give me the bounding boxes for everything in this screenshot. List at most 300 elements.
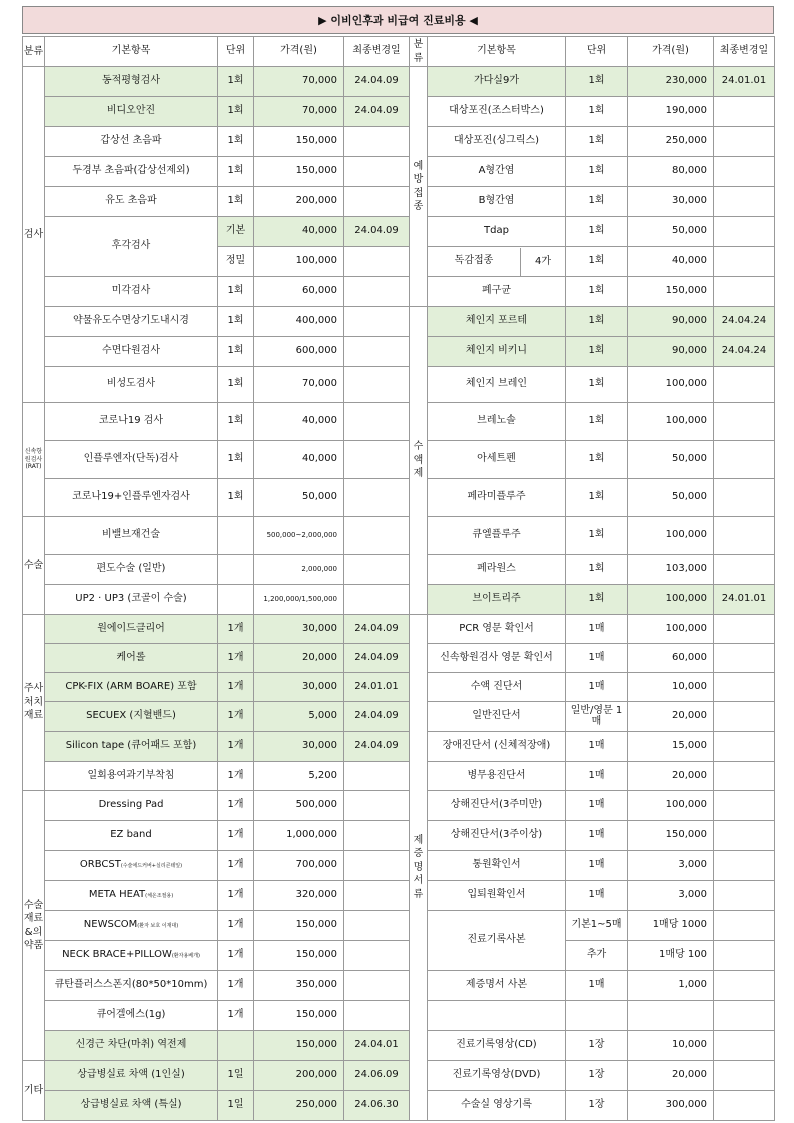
item-date: [714, 732, 775, 762]
item-price: 20,000: [254, 644, 344, 673]
item-price: 320,000: [254, 881, 344, 911]
item-name: 미각검사: [45, 277, 218, 307]
item-unit: 1개: [218, 673, 254, 702]
item-price: 400,000: [254, 307, 344, 337]
item-unit: 1장: [566, 1031, 628, 1061]
item-name: 대상포진(조스터박스): [428, 97, 566, 127]
table-row: [23, 441, 775, 479]
item-date: 24.04.24: [714, 307, 775, 337]
item-price: 30,000: [254, 673, 344, 702]
item-date: [344, 187, 410, 217]
table-row: [23, 277, 775, 307]
item-name: 페라원스: [428, 555, 566, 585]
item-name: [45, 911, 218, 941]
item-unit: 1회: [218, 479, 254, 517]
item-date: [714, 403, 775, 441]
item-date: 24.06.30: [344, 1091, 410, 1121]
item-name: 큐엘플루주: [428, 517, 566, 555]
item-date: [714, 941, 775, 971]
item-name: 케어롤: [45, 644, 218, 673]
item-unit: 1장: [566, 1091, 628, 1121]
item-date: 24.01.01: [714, 67, 775, 97]
item-price: 100,000: [628, 791, 714, 821]
category-certificates: 제증명서류: [410, 615, 428, 1121]
item-name: 장애진단서 (신체적장애): [428, 732, 566, 762]
item-price: 1,000: [628, 971, 714, 1001]
item-price: 150,000: [254, 157, 344, 187]
item-price: 70,000: [254, 97, 344, 127]
item-unit: 1매: [566, 732, 628, 762]
item-price: 250,000: [254, 1091, 344, 1121]
item-date: [714, 555, 775, 585]
item-date: 24.04.09: [344, 217, 410, 247]
item-unit: 기본1~5매: [566, 911, 628, 941]
item-price: 20,000: [628, 762, 714, 791]
item-date: [714, 1001, 775, 1031]
table-row: [23, 187, 775, 217]
item-date: [344, 1001, 410, 1031]
item-price: 90,000: [628, 337, 714, 367]
header-date: 최종변경일: [344, 37, 410, 67]
item-price: 300,000: [628, 1091, 714, 1121]
table-row: [23, 67, 775, 97]
item-price: 103,000: [628, 555, 714, 585]
item-name: 체인지 브레인: [428, 367, 566, 403]
item-name: 진료기록영상(CD): [428, 1031, 566, 1061]
item-unit: 1회: [218, 187, 254, 217]
item-unit: 1매: [566, 851, 628, 881]
item-name: 비성도검사: [45, 367, 218, 403]
item-unit: [566, 1001, 628, 1031]
item-name: 두경부 초음파(갑상선제외): [45, 157, 218, 187]
item-price: 90,000: [628, 307, 714, 337]
item-price: 1매당 100: [628, 941, 714, 971]
item-unit: 1회: [566, 277, 628, 307]
item-unit: [218, 1031, 254, 1061]
item-unit: 1매: [566, 615, 628, 644]
item-unit: 추가: [566, 941, 628, 971]
item-unit: [218, 555, 254, 585]
item-date: [714, 1061, 775, 1091]
item-name: UP2 · UP3 (코골이 수술): [45, 585, 218, 615]
item-price: 20,000: [628, 702, 714, 732]
item-price: 100,000: [628, 615, 714, 644]
item-price: 40,000: [254, 403, 344, 441]
item-date: [344, 762, 410, 791]
item-price: 100,000: [628, 403, 714, 441]
item-date: [714, 1091, 775, 1121]
table-row: [23, 851, 775, 881]
item-price: 200,000: [254, 1061, 344, 1091]
item-price: 150,000: [254, 941, 344, 971]
table-row: [23, 702, 775, 732]
item-date: [714, 97, 775, 127]
table-row: [23, 403, 775, 441]
category-etc: 기타: [23, 1061, 45, 1121]
item-price: 5,200: [254, 762, 344, 791]
item-name: Silicon tape (큐어패드 포함): [45, 732, 218, 762]
item-name: 신속항원검사 영문 확인서: [428, 644, 566, 673]
item-name: 신경근 차단(마취) 역전제: [45, 1031, 218, 1061]
item-date: 24.06.09: [344, 1061, 410, 1091]
item-name: 브이트리주: [428, 585, 566, 615]
item-price: 5,000: [254, 702, 344, 732]
item-date: 24.04.24: [714, 337, 775, 367]
item-price: 1,200,000/1,500,000: [254, 585, 344, 615]
table-row: [23, 644, 775, 673]
table-row: [23, 1091, 775, 1121]
item-unit: 1개: [218, 971, 254, 1001]
item-price: 100,000: [254, 247, 344, 277]
item-unit: 1회: [566, 585, 628, 615]
item-name: 가다실9가: [428, 67, 566, 97]
item-name: 입퇴원확인서: [428, 881, 566, 911]
header-row: [23, 37, 775, 67]
table-row: [23, 555, 775, 585]
item-price: 40,000: [628, 247, 714, 277]
item-unit: [218, 517, 254, 555]
table-row: [23, 1061, 775, 1091]
item-unit: 1개: [218, 791, 254, 821]
table-row: [23, 673, 775, 702]
table-row: [23, 971, 775, 1001]
item-name: B형간염: [428, 187, 566, 217]
item-date: [714, 881, 775, 911]
item-unit: 1회: [218, 403, 254, 441]
item-date: [344, 441, 410, 479]
item-unit: 1회: [218, 367, 254, 403]
item-date: [714, 971, 775, 1001]
table-row: [23, 791, 775, 821]
item-unit: 1장: [566, 1061, 628, 1091]
item-name-variant: 4가: [520, 248, 565, 276]
item-unit: 1회: [566, 157, 628, 187]
table-row: [23, 479, 775, 517]
item-unit: 1회: [218, 441, 254, 479]
item-unit: 1매: [566, 644, 628, 673]
item-date: [344, 881, 410, 911]
header-price-right: 가격(원): [628, 37, 714, 67]
item-date: [344, 555, 410, 585]
item-unit: 1회: [566, 67, 628, 97]
header-unit-right: 단위: [566, 37, 628, 67]
item-price: 500,000: [254, 791, 344, 821]
category-iv: 수액제: [410, 307, 428, 615]
item-unit: 1회: [566, 97, 628, 127]
item-name: 진료기록사본: [428, 911, 566, 971]
item-date: [344, 851, 410, 881]
item-date: [714, 702, 775, 732]
item-date: [714, 247, 775, 277]
item-unit: 1회: [566, 217, 628, 247]
item-date: [714, 127, 775, 157]
category-surgery: 수술: [23, 517, 45, 615]
item-unit: 1개: [218, 881, 254, 911]
item-name: 일반진단서: [428, 702, 566, 732]
item-price: 40,000: [254, 217, 344, 247]
item-name: 인플루엔자(단독)검사: [45, 441, 218, 479]
item-unit: 1매: [566, 821, 628, 851]
item-name: [45, 881, 218, 911]
item-price: 50,000: [628, 441, 714, 479]
item-price: 1매당 1000: [628, 911, 714, 941]
item-unit: 정밀: [218, 247, 254, 277]
item-price: 150,000: [254, 911, 344, 941]
item-name: 병무용진단서: [428, 762, 566, 791]
item-name: 상해진단서(3주이상): [428, 821, 566, 851]
item-name: 브레노솔: [428, 403, 566, 441]
item-price: 250,000: [628, 127, 714, 157]
item-name: 체인지 포르테: [428, 307, 566, 337]
item-unit: 1매: [566, 881, 628, 911]
item-price: 200,000: [254, 187, 344, 217]
item-unit: 1일: [218, 1061, 254, 1091]
item-unit: 1회: [218, 277, 254, 307]
item-date: 24.04.09: [344, 67, 410, 97]
item-unit: 1회: [566, 367, 628, 403]
item-unit: 1매: [566, 971, 628, 1001]
item-name: 비디오안진: [45, 97, 218, 127]
item-price: 10,000: [628, 1031, 714, 1061]
item-date: [344, 277, 410, 307]
item-date: [714, 762, 775, 791]
item-name: 비밸브재건술: [45, 517, 218, 555]
item-name: EZ band: [45, 821, 218, 851]
item-name: 코로나19+인플루엔자검사: [45, 479, 218, 517]
item-date: 24.04.09: [344, 702, 410, 732]
item-name: 폐구균: [428, 277, 566, 307]
item-date: [714, 187, 775, 217]
item-date: [714, 851, 775, 881]
item-unit: 일반/영문 1매: [566, 702, 628, 732]
item-date: [344, 479, 410, 517]
item-name: 상해진단서(3주미만): [428, 791, 566, 821]
item-name-main: NECK BRACE+PILLOW: [62, 949, 172, 961]
item-price: 80,000: [628, 157, 714, 187]
item-date: [714, 821, 775, 851]
item-name: [45, 851, 218, 881]
item-name: Dressing Pad: [45, 791, 218, 821]
document-title: ▶ 이비인후과 비급여 진료비용 ◀: [22, 6, 774, 34]
table-row: [23, 911, 775, 941]
item-price: 3,000: [628, 881, 714, 911]
item-price: 100,000: [628, 585, 714, 615]
item-name-note: (환자 보호 이재대): [137, 923, 179, 930]
category-rapid-antigen: 신속항원검사(RAT): [23, 403, 45, 517]
item-name: 일회용여과기부착침: [45, 762, 218, 791]
table-row: [23, 337, 775, 367]
item-unit: 1개: [218, 911, 254, 941]
item-date: [714, 367, 775, 403]
item-date: [344, 971, 410, 1001]
item-price: 15,000: [628, 732, 714, 762]
item-price: 50,000: [628, 479, 714, 517]
item-unit: 1회: [566, 479, 628, 517]
item-price: 10,000: [628, 673, 714, 702]
item-unit: 1회: [566, 403, 628, 441]
item-name-main: ORBCST: [79, 859, 121, 871]
item-unit: 1개: [218, 851, 254, 881]
item-date: [714, 791, 775, 821]
table-row: [23, 157, 775, 187]
item-unit: 1회: [218, 307, 254, 337]
item-price: 350,000: [254, 971, 344, 1001]
item-date: [344, 791, 410, 821]
item-date: [714, 479, 775, 517]
header-item: 기본항목: [45, 37, 218, 67]
table-row: [23, 217, 775, 247]
item-date: [714, 673, 775, 702]
item-date: 24.04.09: [344, 732, 410, 762]
item-name: 상급병실료 차액 (특실): [45, 1091, 218, 1121]
item-name: 아세트펜: [428, 441, 566, 479]
category-exam: 검사: [23, 67, 45, 403]
item-unit: 1개: [218, 644, 254, 673]
item-name: 갑상선 초음파: [45, 127, 218, 157]
item-date: [714, 517, 775, 555]
item-name: A형간염: [428, 157, 566, 187]
item-price: 30,000: [628, 187, 714, 217]
item-price: 150,000: [628, 821, 714, 851]
item-price: 600,000: [254, 337, 344, 367]
header-price: 가격(원): [254, 37, 344, 67]
header-item-right: 기본항목: [428, 37, 566, 67]
item-date: [344, 337, 410, 367]
item-name: 유도 초음파: [45, 187, 218, 217]
item-price: 70,000: [254, 67, 344, 97]
item-date: [714, 157, 775, 187]
item-unit: 1회: [218, 127, 254, 157]
item-unit: 기본: [218, 217, 254, 247]
item-name: 페라미플루주: [428, 479, 566, 517]
item-date: [344, 403, 410, 441]
item-name-note: (수술에드커버+실리콘테잎): [120, 863, 183, 870]
item-price: 60,000: [628, 644, 714, 673]
item-unit: 1개: [218, 821, 254, 851]
item-date: [344, 367, 410, 403]
item-date: 24.04.09: [344, 644, 410, 673]
item-date: 24.04.09: [344, 615, 410, 644]
table-row: [23, 941, 775, 971]
item-name: 약물유도수면상기도내시경: [45, 307, 218, 337]
item-unit: 1회: [218, 97, 254, 127]
item-name: PCR 영문 확인서: [428, 615, 566, 644]
item-price: 50,000: [628, 217, 714, 247]
item-unit: 1회: [566, 337, 628, 367]
item-price: 70,000: [254, 367, 344, 403]
table-row: [23, 615, 775, 644]
item-date: [344, 517, 410, 555]
item-unit: 1회: [218, 157, 254, 187]
item-name: 상급병실료 차액 (1인실): [45, 1061, 218, 1091]
item-name: 편도수술 (일반): [45, 555, 218, 585]
item-name: Tdap: [428, 217, 566, 247]
item-name: 후각검사: [45, 217, 218, 277]
table-row: [23, 585, 775, 615]
item-unit: 1회: [566, 247, 628, 277]
item-name: 동적평형검사: [45, 67, 218, 97]
item-price: 500,000~2,000,000: [254, 517, 344, 555]
table-row: [23, 1001, 775, 1031]
item-price: 20,000: [628, 1061, 714, 1091]
item-date: [344, 247, 410, 277]
item-price: 700,000: [254, 851, 344, 881]
category-injection-materials: 주사처치재료: [23, 615, 45, 791]
table-row: [23, 517, 775, 555]
item-price: 2,000,000: [254, 555, 344, 585]
item-unit: 1회: [566, 555, 628, 585]
item-date: [344, 911, 410, 941]
item-date: [714, 911, 775, 941]
item-name: 코로나19 검사: [45, 403, 218, 441]
header-category-right: 분류: [410, 37, 428, 67]
item-unit: 1개: [218, 732, 254, 762]
item-unit: 1회: [566, 187, 628, 217]
table-row: [23, 881, 775, 911]
header-category: 분류: [23, 37, 45, 67]
category-surgical-materials: 수술재료&의약품: [23, 791, 45, 1061]
item-unit: 1개: [218, 702, 254, 732]
item-date: 24.01.01: [714, 585, 775, 615]
item-unit: 1매: [566, 762, 628, 791]
table-row: [23, 821, 775, 851]
item-unit: 1회: [218, 67, 254, 97]
fee-table: [22, 36, 775, 1121]
header-date-right: 최종변경일: [714, 37, 775, 67]
item-date: [714, 217, 775, 247]
item-date: [714, 441, 775, 479]
item-name: 통원확인서: [428, 851, 566, 881]
item-unit: 1회: [566, 127, 628, 157]
item-name: 제증명서 사본: [428, 971, 566, 1001]
item-unit: 1회: [218, 337, 254, 367]
item-price: 150,000: [628, 277, 714, 307]
item-unit: [218, 585, 254, 615]
item-name: 원에이드클리어: [45, 615, 218, 644]
item-name-note: (체온조절용): [145, 893, 174, 900]
item-unit: 1매: [566, 791, 628, 821]
item-name-note: (환자용베개): [171, 953, 200, 960]
item-unit: 1개: [218, 615, 254, 644]
item-price: 3,000: [628, 851, 714, 881]
item-name: [45, 941, 218, 971]
item-unit: 1개: [218, 941, 254, 971]
item-date: [344, 941, 410, 971]
item-price: [628, 1001, 714, 1031]
table-row: [23, 97, 775, 127]
item-name-main: META HEAT: [88, 889, 146, 901]
item-date: 24.04.01: [344, 1031, 410, 1061]
item-price: 190,000: [628, 97, 714, 127]
item-name: 수면다원검사: [45, 337, 218, 367]
item-unit: 1개: [218, 762, 254, 791]
item-date: [344, 585, 410, 615]
item-name-main: NEWSCOM: [83, 919, 138, 931]
header-unit: 단위: [218, 37, 254, 67]
item-price: 150,000: [254, 127, 344, 157]
item-price: 60,000: [254, 277, 344, 307]
item-date: [344, 307, 410, 337]
item-date: [344, 157, 410, 187]
table-row: [23, 732, 775, 762]
item-price: 40,000: [254, 441, 344, 479]
table-row: [23, 307, 775, 337]
item-unit: 1회: [566, 307, 628, 337]
table-row: [23, 367, 775, 403]
item-name: [428, 247, 566, 277]
item-date: [714, 644, 775, 673]
item-date: [714, 615, 775, 644]
